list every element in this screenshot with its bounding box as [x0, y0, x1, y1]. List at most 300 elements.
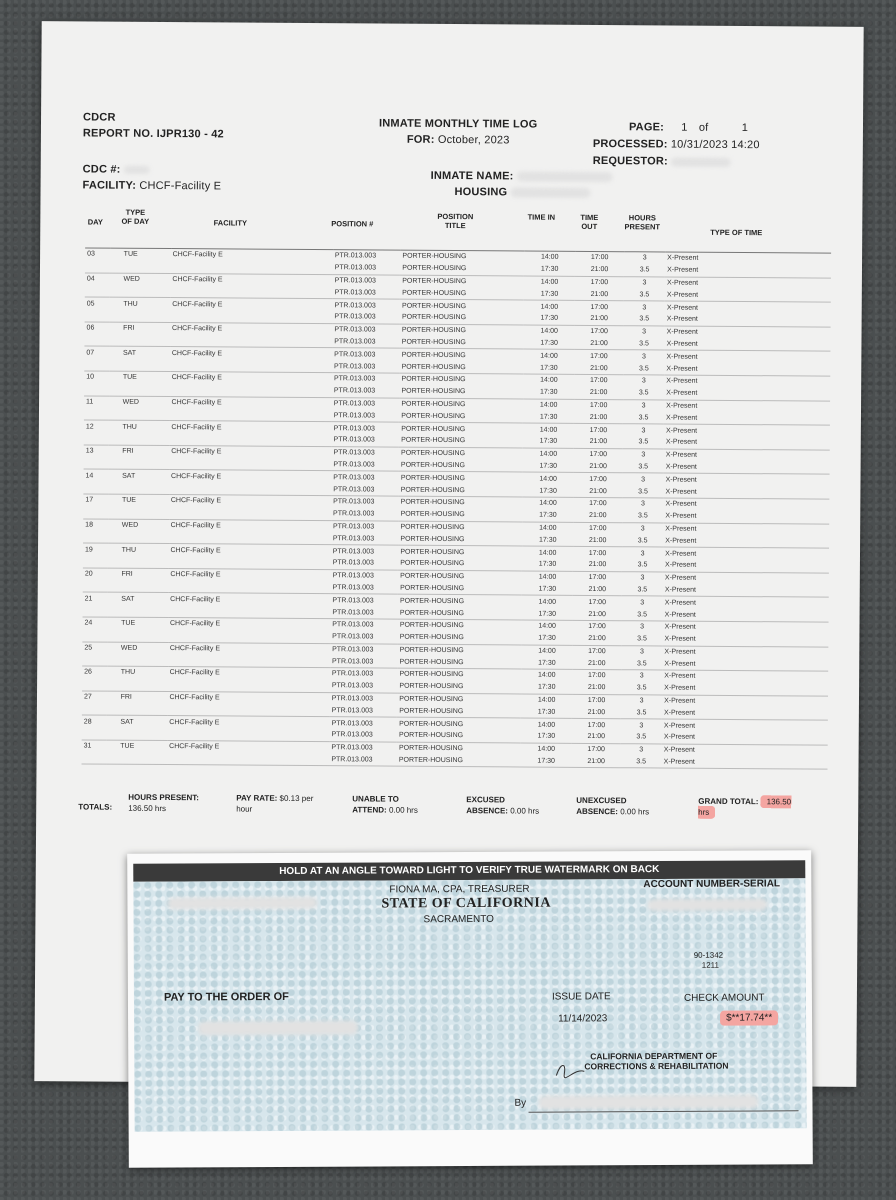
cell-time-in: 17:30 — [523, 460, 574, 473]
cell-facility — [168, 605, 330, 618]
org-label: CDCR — [82, 111, 116, 124]
cell-type-of-day: FRI — [107, 568, 168, 581]
cell-time-out: 21:00 — [572, 731, 621, 744]
cell-type-of-time: X-Present — [664, 473, 830, 486]
cell-time-out: 21:00 — [573, 583, 622, 596]
cell-type-of-time: X-Present — [662, 645, 828, 658]
cell-position-title: PORTER-HOUSING — [399, 410, 523, 423]
cell-type-of-time: X-Present — [665, 289, 831, 302]
unexcused-value: 0.00 hrs — [620, 807, 650, 817]
treasurer-line: FIONA MA, CPA, TREASURER — [389, 883, 530, 896]
cell-facility: CHCF-Facility E — [170, 347, 332, 360]
cell-position-title: PORTER-HOUSING — [399, 422, 523, 435]
cell-hours: 3.5 — [622, 510, 663, 523]
cell-time-out: 21:00 — [573, 510, 622, 523]
cell-day — [82, 703, 107, 715]
cell-position-title: PORTER-HOUSING — [398, 619, 522, 632]
cell-type-of-day — [110, 260, 171, 273]
cell-hours: 3.5 — [623, 436, 664, 449]
cell-time-in: 17:30 — [524, 337, 575, 350]
cell-position-number: PTR.013.003 — [331, 508, 399, 521]
signature-mark — [552, 1059, 588, 1079]
cell-time-in: 14:00 — [522, 645, 573, 658]
inmate-name-label: INMATE NAME: — [430, 169, 514, 183]
cell-position-number: PTR.013.003 — [332, 434, 400, 447]
cell-day — [84, 359, 109, 371]
cell-type-of-day — [106, 728, 167, 741]
cell-time-out: 17:00 — [573, 571, 622, 584]
cell-facility — [167, 728, 329, 741]
cell-position-number: PTR.013.003 — [330, 705, 398, 718]
pay-rate-label: PAY RATE: — [236, 793, 278, 803]
cell-hours: 3.5 — [621, 633, 662, 646]
cell-position-title: PORTER-HOUSING — [397, 730, 521, 743]
cell-time-out: 21:00 — [573, 534, 622, 547]
cell-hours: 3.5 — [624, 338, 665, 351]
cell-day — [82, 678, 107, 690]
cell-position-number: PTR.013.003 — [332, 311, 400, 324]
cell-facility — [170, 359, 332, 372]
cell-position-number: PTR.013.003 — [330, 680, 398, 693]
cell-type-of-day: SAT — [107, 592, 168, 605]
cell-type-of-day: WED — [107, 642, 168, 655]
cell-facility: CHCF-Facility E — [170, 273, 332, 286]
cell-position-number: PTR.013.003 — [330, 643, 398, 656]
cell-day — [84, 334, 109, 346]
redacted-cdc-number — [124, 166, 150, 174]
cell-position-title: PORTER-HOUSING — [400, 275, 524, 288]
cell-type-of-day — [106, 752, 167, 765]
cell-time-in: 17:30 — [523, 435, 574, 448]
cell-position-title: PORTER-HOUSING — [400, 361, 524, 374]
cell-hours: 3 — [624, 276, 665, 289]
cell-position-title: PORTER-HOUSING — [398, 521, 522, 534]
cell-time-in: 14:00 — [521, 743, 572, 756]
cell-facility: CHCF-Facility E — [167, 691, 329, 704]
account-number-label: ACCOUNT NUMBER-SERIAL — [643, 878, 781, 891]
cell-hours: 3.5 — [622, 485, 663, 498]
cell-position-title: PORTER-HOUSING — [400, 299, 524, 312]
cell-position-title: PORTER-HOUSING — [399, 447, 523, 460]
cell-type-of-day — [108, 556, 169, 569]
redacted-account-number — [647, 898, 767, 911]
cell-type-of-time: X-Present — [662, 707, 828, 720]
redacted-payee-name — [198, 1021, 358, 1036]
cell-position-title: PORTER-HOUSING — [399, 459, 523, 472]
col-time-in: TIME IN — [527, 212, 556, 222]
requestor-field — [593, 155, 731, 168]
cell-facility — [168, 679, 330, 692]
cell-type-of-day — [106, 703, 167, 716]
cell-time-out: 17:00 — [575, 325, 624, 338]
cell-hours: 3 — [621, 719, 662, 732]
cell-hours: 3 — [621, 670, 662, 683]
col-position-title: POSITION TITLE — [437, 211, 474, 231]
col-position-number: POSITION # — [331, 219, 374, 229]
processed-value: 10/31/2023 14:20 — [670, 138, 760, 152]
cell-time-out: 21:00 — [573, 485, 622, 498]
cell-hours: 3.5 — [621, 756, 662, 769]
cell-time-out: 21:00 — [572, 682, 621, 695]
cell-position-title: PORTER-HOUSING — [398, 631, 522, 644]
cell-type-of-time: X-Present — [662, 682, 828, 695]
cell-facility — [170, 261, 332, 274]
cell-time-out: 17:00 — [573, 546, 622, 559]
cell-time-out: 17:00 — [573, 497, 622, 510]
cell-position-number: PTR.013.003 — [332, 360, 400, 373]
cell-position-number: PTR.013.003 — [332, 410, 400, 423]
unable-label: UNABLE TO ATTEND: — [352, 794, 399, 815]
cell-type-of-day: FRI — [109, 322, 170, 335]
check-amount-label: CHECK AMOUNT — [683, 992, 765, 1004]
cell-type-of-time: X-Present — [663, 510, 829, 523]
cell-day: 12 — [84, 420, 109, 432]
cell-type-of-day — [107, 679, 168, 692]
cell-facility — [167, 704, 329, 717]
time-log-table — [82, 247, 832, 770]
cell-day — [82, 654, 107, 666]
cell-time-out: 17:00 — [572, 743, 621, 756]
cell-day — [82, 752, 107, 764]
cell-position-title: PORTER-HOUSING — [397, 681, 521, 694]
cell-position-title: PORTER-HOUSING — [397, 754, 521, 767]
cell-type-of-day: FRI — [108, 445, 169, 458]
cell-time-in: 17:30 — [523, 485, 574, 498]
cell-type-of-day — [107, 654, 168, 667]
cell-hours: 3 — [623, 424, 664, 437]
cdc-label: CDC #: — [82, 163, 121, 176]
cell-hours: 3 — [623, 375, 664, 388]
dept-line-1: CALIFORNIA DEPARTMENT OF — [590, 1050, 718, 1062]
of-label: of — [698, 121, 709, 134]
cell-time-out: 17:00 — [574, 350, 623, 363]
cell-time-out: 17:00 — [573, 522, 622, 535]
cell-type-of-time: X-Present — [663, 621, 829, 634]
state-name: STATE OF CALIFORNIA — [381, 895, 551, 912]
cell-type-of-day — [107, 605, 168, 618]
cell-time-out: 21:00 — [572, 633, 621, 646]
cell-time-out: 17:00 — [573, 620, 622, 633]
cell-type-of-time: X-Present — [662, 658, 828, 671]
col-type-of-day: TYPE OF DAY — [121, 207, 150, 226]
cell-type-of-time: X-Present — [662, 744, 828, 757]
grand-total-value: 136.50 hrs — [698, 795, 791, 819]
cell-type-of-time: X-Present — [664, 387, 830, 400]
cell-day: 14 — [83, 469, 108, 481]
cell-position-title: PORTER-HOUSING — [400, 336, 524, 349]
cell-position-title: PORTER-HOUSING — [397, 668, 521, 681]
cell-day — [85, 285, 110, 297]
cell-time-out: 21:00 — [575, 288, 624, 301]
cell-day: 17 — [83, 494, 108, 506]
cell-position-number: PTR.013.003 — [330, 606, 398, 619]
cell-time-in: 14:00 — [521, 669, 572, 682]
cell-time-out: 17:00 — [572, 694, 621, 707]
cell-position-number: PTR.013.003 — [331, 520, 399, 533]
cell-position-number: PTR.013.003 — [329, 754, 397, 767]
cell-time-in: 17:30 — [523, 386, 574, 399]
cell-time-in: 14:00 — [524, 276, 575, 289]
grand-total — [698, 796, 808, 819]
check-amount: $**17.74** — [720, 1010, 778, 1025]
cell-facility: CHCF-Facility E — [169, 494, 331, 507]
cell-type-of-day: SAT — [108, 469, 169, 482]
cell-type-of-day: FRI — [107, 691, 168, 704]
cell-type-of-day: TUE — [109, 371, 170, 384]
cell-day — [85, 260, 110, 272]
cell-time-out: 17:00 — [574, 399, 623, 412]
cell-hours: 3 — [622, 621, 663, 634]
cell-time-out: 21:00 — [574, 436, 623, 449]
cell-position-number: PTR.013.003 — [330, 582, 398, 595]
cell-type-of-day — [108, 531, 169, 544]
report-period — [407, 134, 510, 147]
cell-facility: CHCF-Facility E — [170, 372, 332, 385]
cell-time-in: 14:00 — [524, 349, 575, 362]
col-facility: FACILITY — [213, 218, 248, 228]
cell-facility: CHCF-Facility E — [169, 470, 331, 483]
totals-label: TOTALS: — [78, 802, 113, 812]
cell-position-title: PORTER-HOUSING — [400, 262, 524, 275]
cell-day — [84, 457, 109, 469]
cell-position-title: PORTER-HOUSING — [399, 496, 523, 509]
cell-day: 11 — [84, 396, 109, 408]
cell-type-of-day: THU — [107, 666, 168, 679]
cell-position-title: PORTER-HOUSING — [400, 373, 524, 386]
cell-time-out: 17:00 — [572, 669, 621, 682]
cell-position-title: PORTER-HOUSING — [398, 545, 522, 558]
cell-type-of-time: X-Present — [664, 412, 830, 425]
cell-facility: CHCF-Facility E — [168, 544, 330, 557]
cell-type-of-time: X-Present — [665, 277, 831, 290]
cell-time-in: 17:30 — [521, 706, 572, 719]
cell-type-of-day: WED — [109, 273, 170, 286]
cell-position-title: PORTER-HOUSING — [398, 607, 522, 620]
report-title: INMATE MONTHLY TIME LOG — [378, 117, 538, 131]
cell-type-of-day: TUE — [110, 248, 171, 261]
cell-type-of-time: X-Present — [664, 350, 830, 363]
cell-type-of-day — [108, 433, 169, 446]
cell-type-of-time: X-Present — [664, 363, 830, 376]
cell-facility: CHCF-Facility E — [168, 642, 330, 655]
cell-hours: 3 — [621, 645, 662, 658]
cell-day: 06 — [85, 322, 110, 334]
grand-total-label: GRAND TOTAL: — [698, 796, 759, 807]
cell-facility — [169, 531, 331, 544]
cell-position-number: PTR.013.003 — [331, 483, 399, 496]
cell-facility: CHCF-Facility E — [168, 568, 330, 581]
cell-facility: CHCF-Facility E — [170, 298, 332, 311]
hours-present-value: 136.50 hrs — [128, 803, 167, 814]
cell-time-out: 21:00 — [573, 608, 622, 621]
col-day: DAY — [87, 217, 103, 227]
cell-day: 05 — [85, 297, 110, 309]
facility-value: CHCF-Facility E — [139, 179, 222, 193]
cell-type-of-day: WED — [108, 519, 169, 532]
cell-position-title: PORTER-HOUSING — [398, 558, 522, 571]
cell-position-number: PTR.013.003 — [330, 619, 398, 632]
cell-type-of-time: X-Present — [664, 449, 830, 462]
cell-hours: 3.5 — [621, 658, 662, 671]
cell-hours: 3.5 — [622, 535, 663, 548]
cell-type-of-time: X-Present — [664, 486, 830, 499]
cell-time-in: 14:00 — [521, 694, 572, 707]
cell-type-of-day — [107, 629, 168, 642]
cell-facility — [169, 408, 331, 421]
cell-type-of-time: X-Present — [664, 375, 830, 388]
cell-type-of-day — [107, 580, 168, 593]
cell-time-out: 21:00 — [574, 362, 623, 375]
cell-time-out: 21:00 — [574, 387, 623, 400]
cell-position-number: PTR.013.003 — [331, 545, 399, 558]
cell-hours: 3.5 — [621, 682, 662, 695]
cell-type-of-time: X-Present — [664, 424, 830, 437]
cell-position-number: PTR.013.003 — [332, 323, 400, 336]
page-count: 1 — [741, 122, 749, 135]
cell-position-title: PORTER-HOUSING — [399, 435, 523, 448]
cell-time-in: 14:00 — [523, 399, 574, 412]
cell-position-title: PORTER-HOUSING — [400, 312, 524, 325]
cdc-number-field — [83, 163, 150, 175]
cell-hours: 3 — [624, 252, 665, 265]
cell-time-out: 21:00 — [574, 460, 623, 473]
cell-type-of-day — [109, 334, 170, 347]
cell-time-in: 14:00 — [523, 374, 574, 387]
cell-hours: 3 — [622, 522, 663, 535]
cell-time-in: 14:00 — [522, 620, 573, 633]
cell-hours: 3.5 — [621, 707, 662, 720]
cell-hours: 3.5 — [624, 264, 665, 277]
cell-facility — [169, 482, 331, 495]
cell-day: 26 — [82, 666, 107, 678]
unable-value: 0.00 hrs — [388, 805, 418, 815]
cell-type-of-time: X-Present — [665, 326, 831, 339]
cell-time-in: 14:00 — [523, 497, 574, 510]
cell-day — [83, 482, 108, 494]
cell-type-of-day: WED — [109, 396, 170, 409]
cell-time-out: 21:00 — [573, 559, 622, 572]
unable-to-attend-total — [352, 793, 428, 816]
cell-hours: 3.5 — [622, 584, 663, 597]
cell-hours: 3 — [622, 571, 663, 584]
cell-facility — [168, 581, 330, 594]
cell-day: 04 — [85, 273, 110, 285]
cell-type-of-time: X-Present — [662, 633, 828, 646]
cell-position-title: PORTER-HOUSING — [399, 508, 523, 521]
for-label: FOR: — [406, 133, 435, 146]
cell-time-out: 17:00 — [575, 301, 624, 314]
cell-time-in: 17:30 — [522, 583, 573, 596]
cell-position-number: PTR.013.003 — [330, 692, 398, 705]
cell-day: 31 — [82, 740, 107, 752]
cell-position-number: PTR.013.003 — [333, 250, 401, 263]
cell-position-number: PTR.013.003 — [331, 471, 399, 484]
cell-position-number: PTR.013.003 — [333, 287, 401, 300]
routing-number-2: 1211 — [701, 960, 720, 970]
cell-hours: 3 — [623, 448, 664, 461]
requestor-label: REQUESTOR: — [592, 154, 668, 168]
cell-type-of-time: X-Present — [662, 670, 828, 683]
page-indicator — [629, 121, 748, 134]
cell-facility — [168, 556, 330, 569]
cell-type-of-day: TUE — [106, 740, 167, 753]
hours-present-total — [128, 792, 224, 815]
cell-position-title: PORTER-HOUSING — [399, 471, 523, 484]
cell-facility — [170, 335, 332, 348]
cell-day: 27 — [82, 691, 107, 703]
cell-time-out: 17:00 — [572, 719, 621, 732]
pay-rate-value: $0.13 per hour — [236, 793, 314, 814]
cell-day — [84, 432, 109, 444]
cell-type-of-time: X-Present — [662, 695, 828, 708]
cell-time-out: 21:00 — [574, 411, 623, 424]
cell-time-out: 17:00 — [575, 251, 624, 264]
cell-position-number: PTR.013.003 — [332, 348, 400, 361]
cell-time-in: 17:30 — [522, 608, 573, 621]
pay-to-label: PAY TO THE ORDER OF — [163, 990, 289, 1004]
cell-type-of-time: X-Present — [662, 732, 828, 745]
cell-time-out: 17:00 — [574, 448, 623, 461]
cell-day: 03 — [85, 248, 110, 260]
cell-type-of-day: TUE — [108, 494, 169, 507]
cell-facility: CHCF-Facility E — [168, 593, 330, 606]
cell-position-title: PORTER-HOUSING — [398, 570, 522, 583]
cell-type-of-day: SAT — [106, 715, 167, 728]
cell-facility — [167, 753, 329, 766]
cell-type-of-time: X-Present — [663, 596, 829, 609]
cell-type-of-day: THU — [108, 543, 169, 556]
cell-time-out: 21:00 — [575, 313, 624, 326]
cell-hours: 3.5 — [622, 608, 663, 621]
cell-time-in: 17:30 — [523, 411, 574, 424]
redacted-payee-address — [167, 897, 317, 910]
paycheck — [127, 850, 813, 1168]
col-hours-present: HOURS PRESENT — [624, 213, 661, 232]
cell-position-title: PORTER-HOUSING — [397, 717, 521, 730]
cell-facility — [168, 654, 330, 667]
cell-time-out: 21:00 — [574, 337, 623, 350]
cell-type-of-time: X-Present — [663, 547, 829, 560]
housing-label: HOUSING — [454, 186, 508, 199]
cell-position-number: PTR.013.003 — [332, 422, 400, 435]
cell-hours: 3 — [624, 301, 665, 314]
cell-time-in: 14:00 — [522, 546, 573, 559]
cell-time-in: 14:00 — [522, 522, 573, 535]
cell-day: 07 — [84, 346, 109, 358]
cell-position-number: PTR.013.003 — [331, 557, 399, 570]
cell-time-in: 17:30 — [522, 632, 573, 645]
cell-position-title: PORTER-HOUSING — [398, 594, 522, 607]
cell-position-title: PORTER-HOUSING — [398, 644, 522, 657]
cell-hours: 3.5 — [624, 289, 665, 302]
cell-hours: 3 — [623, 473, 664, 486]
by-label: By — [514, 1097, 527, 1109]
excused-label: EXCUSED ABSENCE: — [466, 795, 509, 816]
cell-type-of-day — [108, 482, 169, 495]
cell-time-in: 14:00 — [524, 325, 575, 338]
cell-time-in: 14:00 — [521, 718, 572, 731]
redacted-housing — [511, 188, 591, 199]
cell-facility — [169, 458, 331, 471]
cell-time-in: 17:30 — [522, 534, 573, 547]
unexcused-label: UNEXCUSED ABSENCE: — [576, 795, 627, 817]
cell-facility: CHCF-Facility E — [169, 519, 331, 532]
cell-type-of-time: X-Present — [664, 436, 830, 449]
cell-position-title: PORTER-HOUSING — [399, 385, 523, 398]
cell-facility: CHCF-Facility E — [169, 421, 331, 434]
cell-position-title: PORTER-HOUSING — [398, 656, 522, 669]
cell-type-of-time: X-Present — [663, 584, 829, 597]
